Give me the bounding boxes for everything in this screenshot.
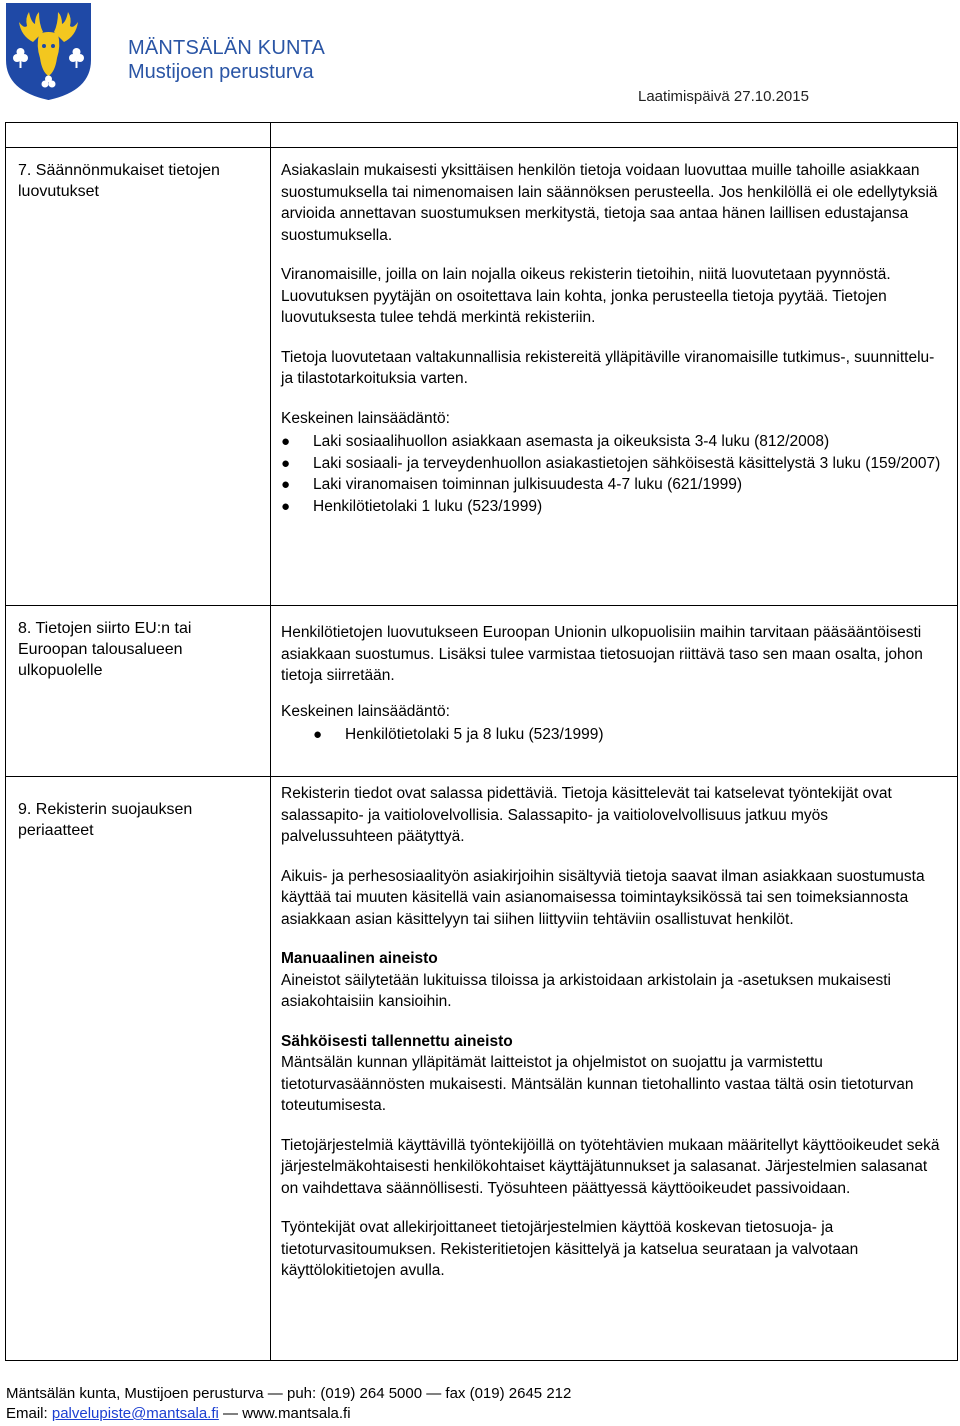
legislation-list bbox=[281, 724, 943, 746]
footer-separator: — bbox=[223, 1405, 239, 1422]
email-label: Email: bbox=[6, 1405, 48, 1422]
paragraph: Henkilötietojen luovutukseen Euroopan Unionin ulkopuolisiin maihin tarvitaan pääsääntöisesti asiakkaan suostumus. Lisäksi tulee varmistaa tietosuojan riittävä taso sen maan osalta, johon tietoja siirretään. bbox=[281, 624, 923, 684]
paragraph: Tietoja luovutetaan valtakunnallisia rekistereitä ylläpitäville viranomaisille tutkimus-, suunnittelu- ja tilastotarkoituksia varten. bbox=[281, 348, 935, 387]
paragraph: Aineistot säilytetään lukituissa tiloissa ja arkistoidaan arkistolain ja -asetuksen mukaisesti asiakohtaisiin kansioihin. bbox=[281, 971, 891, 1010]
table-spacer-row bbox=[6, 123, 958, 148]
bullet-icon: ● bbox=[281, 476, 291, 493]
list-item: ● Laki sosiaali- ja terveydenhuollon asiakastietojen sähköisestä käsittelystä 3 luku (159/2007) bbox=[281, 453, 943, 475]
legislation-list bbox=[281, 431, 943, 517]
section-9-row bbox=[6, 777, 958, 1361]
paragraph: Mäntsälän kunnan ylläpitämät laitteistot ja ohjelmistot on suojattu ja varmistettu tietoturvasäännösten mukaisesti. Mäntsälän kunnan tietohallinto vastaa tältä osin tietoturvan toteutumisesta. bbox=[281, 1054, 914, 1114]
section-7-row bbox=[6, 148, 958, 606]
section-9-content bbox=[271, 777, 957, 1282]
footer-web-line bbox=[6, 1404, 571, 1424]
bullet-icon: ● bbox=[281, 454, 291, 472]
paragraph: Aikuis- ja perhesosiaalityön asiakirjoihin sisältyviä tietoja saavat ilman asiakkaan suostumusta käyttää tai muuten käsitellä vain asianomaisessa toimintayksikössä tai sen toimeksiannosta asiakkaan asian käsittelyyn tai siihen liittyviin tehtäviin osallistuvat henkilöt. bbox=[281, 867, 925, 928]
section-8-content bbox=[271, 606, 957, 746]
list-item: ● Laki sosiaalihuollon asiakkaan asemasta ja oikeuksista 3-4 luku (812/2008) bbox=[281, 431, 943, 453]
list-item: ● Laki viranomaisen toiminnan julkisuudesta 4-7 luku (621/1999) bbox=[281, 474, 943, 496]
section-7-title: 7. Säännönmukaiset tietojen luovutukset bbox=[18, 162, 220, 200]
paragraph: Asiakaslain mukaisesti yksittäisen henkilön tietoja voidaan luovuttaa muille tahoille asiakkaan suostumuksella tai nimenomaisen lain säännöksen perusteella. Jos henkilöllä ei ole edellytyksiä arvioida annettavan suostumuksen merkitystä, tietoja saa antaa hänen laillisen edustajansa suostumuksella. bbox=[281, 162, 938, 244]
website-text: www.mantsala.fi bbox=[242, 1405, 351, 1422]
paragraph: Rekisterin tiedot ovat salassa pidettäviä. Tietoja käsittelevät tai katselevat työntekijät ovat salassapito- ja vaitiolovelvollisia. Salassapito- ja vaitiolovelvollisuus jatkuu myös palvelussuhteen päätyttyä. bbox=[281, 785, 892, 845]
organization-name: MÄNTSÄLÄN KUNTA bbox=[128, 37, 326, 59]
paragraph: Viranomaisille, joilla on lain nojalla oikeus rekisterin tietoihin, niitä luovutetaan pyynnöstä. Luovutuksen pyytäjän on osoitettava lain kohta, jonka perusteella tietoja pyytää. Tietojen luovutuksesta tulee tehdä merkintä rekisteriin. bbox=[281, 266, 891, 326]
electronic-material-heading: Sähköisesti tallennettu aineisto bbox=[281, 1032, 513, 1050]
document-header bbox=[0, 0, 960, 110]
register-description-table bbox=[5, 122, 958, 1361]
bullet-icon: ● bbox=[281, 497, 291, 515]
municipality-crest-icon bbox=[5, 2, 92, 101]
email-link[interactable]: palvelupiste@mantsala.fi bbox=[51, 1405, 219, 1422]
paragraph: Työntekijät ovat allekirjoittaneet tietojärjestelmien käyttöä koskevan tietosuoja- ja tietoturvasitoumuksen. Rekisteritietojen käsittelyä ja katselua seurataan ja valvotaan käyttölokitietojen avulla. bbox=[281, 1219, 859, 1279]
organization-block bbox=[128, 36, 325, 84]
section-8-row bbox=[6, 606, 958, 777]
list-item: ● Henkilötietolaki 5 ja 8 luku (523/1999) bbox=[313, 724, 943, 746]
unit-name: Mustijoen perusturva bbox=[128, 61, 314, 83]
document-footer bbox=[6, 1384, 571, 1424]
legislation-label: Keskeinen lainsäädäntö: bbox=[281, 409, 450, 427]
footer-contact-line: Mäntsälän kunta, Mustijoen perusturva — puh: (019) 264 5000 — fax (019) 2645 212 bbox=[6, 1385, 572, 1402]
paragraph: Tietojärjestelmiä käyttävillä työntekijöillä on työtehtävien mukaan määritellyt käyttöoikeudet sekä järjestelmäkohtaisesti henkilökohtaiset käyttäjätunnukset ja salasanat. Järjestelmien salasanat on vaihdettava säännöllisesti. Työsuhteen päättyessä käyttöoikeudet passivoidaan. bbox=[281, 1136, 940, 1197]
section-7-content bbox=[271, 148, 957, 517]
section-9-title: 9. Rekisterin suojauksen periaatteet bbox=[18, 801, 193, 839]
legislation-label: Keskeinen lainsäädäntö: bbox=[281, 702, 450, 720]
bullet-icon: ● bbox=[281, 433, 291, 450]
bullet-icon: ● bbox=[313, 726, 323, 743]
section-8-title: 8. Tietojen siirto EU:n tai Euroopan talousalueen ulkopuolelle bbox=[18, 620, 192, 679]
creation-date: Laatimispäivä 27.10.2015 bbox=[638, 88, 809, 105]
list-item: ● Henkilötietolaki 1 luku (523/1999) bbox=[281, 496, 943, 518]
manual-material-heading: Manuaalinen aineisto bbox=[281, 950, 438, 967]
